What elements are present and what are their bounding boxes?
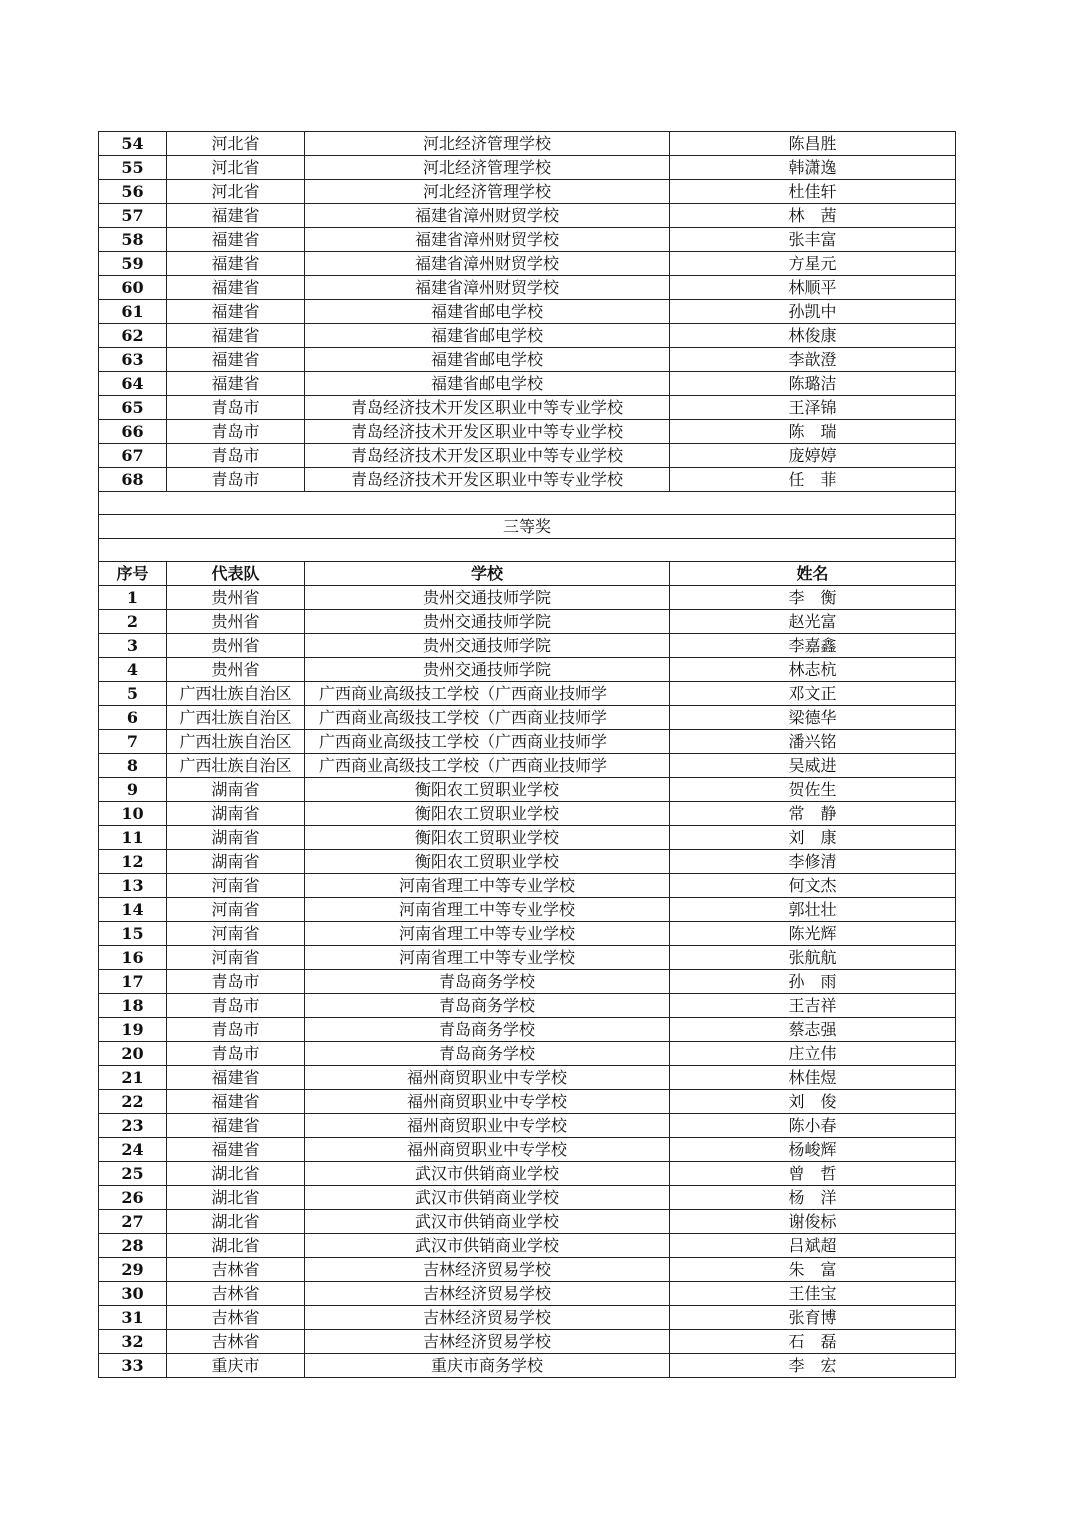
cell-school: 广西商业高级技工学校（广西商业技师学 bbox=[305, 730, 670, 754]
cell-team: 吉林省 bbox=[167, 1330, 305, 1354]
cell-name: 王泽锦 bbox=[670, 396, 956, 420]
cell-team: 青岛市 bbox=[167, 468, 305, 492]
cell-name: 张丰富 bbox=[670, 228, 956, 252]
cell-no: 66 bbox=[99, 420, 167, 444]
cell-name: 陈昌胜 bbox=[670, 132, 956, 156]
cell-school: 福州商贸职业中专学校 bbox=[305, 1090, 670, 1114]
cell-no: 26 bbox=[99, 1186, 167, 1210]
cell-name: 何文杰 bbox=[670, 874, 956, 898]
cell-team: 贵州省 bbox=[167, 586, 305, 610]
table-row bbox=[99, 300, 956, 324]
cell-no: 22 bbox=[99, 1090, 167, 1114]
cell-name: 林顺平 bbox=[670, 276, 956, 300]
cell-school: 福建省漳州财贸学校 bbox=[305, 204, 670, 228]
cell-school: 福建省邮电学校 bbox=[305, 300, 670, 324]
cell-name: 李歆澄 bbox=[670, 348, 956, 372]
cell-school: 福州商贸职业中专学校 bbox=[305, 1138, 670, 1162]
cell-name: 孙 雨 bbox=[670, 970, 956, 994]
cell-name: 杜佳轩 bbox=[670, 180, 956, 204]
cell-team: 河南省 bbox=[167, 922, 305, 946]
table-row bbox=[99, 348, 956, 372]
cell-no: 16 bbox=[99, 946, 167, 970]
cell-team: 吉林省 bbox=[167, 1282, 305, 1306]
cell-name: 张育博 bbox=[670, 1306, 956, 1330]
cell-name: 杨 洋 bbox=[670, 1186, 956, 1210]
cell-school: 河南省理工中等专业学校 bbox=[305, 946, 670, 970]
cell-no: 14 bbox=[99, 898, 167, 922]
cell-no: 7 bbox=[99, 730, 167, 754]
cell-school: 吉林经济贸易学校 bbox=[305, 1282, 670, 1306]
cell-team: 青岛市 bbox=[167, 994, 305, 1018]
cell-no: 17 bbox=[99, 970, 167, 994]
cell-no: 60 bbox=[99, 276, 167, 300]
cell-school: 吉林经济贸易学校 bbox=[305, 1306, 670, 1330]
cell-name: 陈璐洁 bbox=[670, 372, 956, 396]
cell-team: 贵州省 bbox=[167, 610, 305, 634]
cell-no: 58 bbox=[99, 228, 167, 252]
cell-team: 湖南省 bbox=[167, 778, 305, 802]
section-title-row bbox=[99, 515, 956, 539]
cell-team: 广西壮族自治区 bbox=[167, 730, 305, 754]
cell-school: 衡阳农工贸职业学校 bbox=[305, 778, 670, 802]
header-school: 学校 bbox=[305, 562, 670, 586]
cell-team: 青岛市 bbox=[167, 444, 305, 468]
table-row bbox=[99, 228, 956, 252]
cell-no: 27 bbox=[99, 1210, 167, 1234]
cell-name: 杨峻辉 bbox=[670, 1138, 956, 1162]
cell-no: 63 bbox=[99, 348, 167, 372]
cell-team: 福建省 bbox=[167, 348, 305, 372]
table-row bbox=[99, 754, 956, 778]
cell-name: 陈 瑞 bbox=[670, 420, 956, 444]
cell-no: 9 bbox=[99, 778, 167, 802]
cell-team: 贵州省 bbox=[167, 658, 305, 682]
header-row bbox=[99, 562, 956, 586]
cell-name: 林佳煜 bbox=[670, 1066, 956, 1090]
cell-school: 福建省漳州财贸学校 bbox=[305, 252, 670, 276]
cell-school: 青岛经济技术开发区职业中等专业学校 bbox=[305, 420, 670, 444]
cell-team: 青岛市 bbox=[167, 420, 305, 444]
cell-school: 衡阳农工贸职业学校 bbox=[305, 826, 670, 850]
table-row bbox=[99, 1210, 956, 1234]
cell-school: 青岛商务学校 bbox=[305, 970, 670, 994]
cell-name: 邓文正 bbox=[670, 682, 956, 706]
cell-team: 青岛市 bbox=[167, 970, 305, 994]
cell-no: 1 bbox=[99, 586, 167, 610]
cell-name: 林志杭 bbox=[670, 658, 956, 682]
cell-school: 重庆市商务学校 bbox=[305, 1354, 670, 1378]
cell-no: 33 bbox=[99, 1354, 167, 1378]
cell-no: 13 bbox=[99, 874, 167, 898]
cell-team: 湖南省 bbox=[167, 826, 305, 850]
cell-school: 广西商业高级技工学校（广西商业技师学 bbox=[305, 706, 670, 730]
cell-team: 湖南省 bbox=[167, 802, 305, 826]
cell-team: 湖南省 bbox=[167, 850, 305, 874]
cell-name: 梁德华 bbox=[670, 706, 956, 730]
cell-no: 4 bbox=[99, 658, 167, 682]
cell-name: 李 宏 bbox=[670, 1354, 956, 1378]
cell-school: 河南省理工中等专业学校 bbox=[305, 898, 670, 922]
cell-no: 57 bbox=[99, 204, 167, 228]
cell-team: 青岛市 bbox=[167, 1042, 305, 1066]
cell-name: 蔡志强 bbox=[670, 1018, 956, 1042]
cell-team: 广西壮族自治区 bbox=[167, 682, 305, 706]
cell-name: 潘兴铭 bbox=[670, 730, 956, 754]
cell-name: 任 菲 bbox=[670, 468, 956, 492]
cell-school: 河南省理工中等专业学校 bbox=[305, 922, 670, 946]
table-row bbox=[99, 1354, 956, 1378]
cell-no: 12 bbox=[99, 850, 167, 874]
cell-school: 青岛经济技术开发区职业中等专业学校 bbox=[305, 396, 670, 420]
cell-team: 河南省 bbox=[167, 946, 305, 970]
table-row bbox=[99, 826, 956, 850]
cell-no: 68 bbox=[99, 468, 167, 492]
cell-name: 王吉祥 bbox=[670, 994, 956, 1018]
table-row bbox=[99, 1186, 956, 1210]
second-prize-rows bbox=[99, 132, 956, 492]
cell-team: 福建省 bbox=[167, 1114, 305, 1138]
cell-team: 吉林省 bbox=[167, 1306, 305, 1330]
cell-school: 武汉市供销商业学校 bbox=[305, 1234, 670, 1258]
cell-name: 陈光辉 bbox=[670, 922, 956, 946]
table-row bbox=[99, 874, 956, 898]
cell-school: 衡阳农工贸职业学校 bbox=[305, 850, 670, 874]
table-row bbox=[99, 1306, 956, 1330]
table-row bbox=[99, 204, 956, 228]
table-row bbox=[99, 658, 956, 682]
cell-team: 福建省 bbox=[167, 1138, 305, 1162]
cell-name: 石 磊 bbox=[670, 1330, 956, 1354]
table-row bbox=[99, 1138, 956, 1162]
cell-no: 54 bbox=[99, 132, 167, 156]
header-name: 姓名 bbox=[670, 562, 956, 586]
table-row bbox=[99, 586, 956, 610]
table-row bbox=[99, 1018, 956, 1042]
table-row bbox=[99, 682, 956, 706]
table-row bbox=[99, 730, 956, 754]
cell-no: 31 bbox=[99, 1306, 167, 1330]
cell-team: 湖北省 bbox=[167, 1210, 305, 1234]
table-row bbox=[99, 610, 956, 634]
cell-school: 贵州交通技师学院 bbox=[305, 634, 670, 658]
cell-no: 3 bbox=[99, 634, 167, 658]
cell-no: 65 bbox=[99, 396, 167, 420]
cell-name: 刘 俊 bbox=[670, 1090, 956, 1114]
cell-name: 贺佐生 bbox=[670, 778, 956, 802]
table-row bbox=[99, 850, 956, 874]
cell-school: 福建省漳州财贸学校 bbox=[305, 276, 670, 300]
cell-no: 61 bbox=[99, 300, 167, 324]
cell-no: 56 bbox=[99, 180, 167, 204]
cell-school: 河北经济管理学校 bbox=[305, 132, 670, 156]
table-row bbox=[99, 994, 956, 1018]
cell-no: 29 bbox=[99, 1258, 167, 1282]
cell-school: 衡阳农工贸职业学校 bbox=[305, 802, 670, 826]
cell-school: 青岛经济技术开发区职业中等专业学校 bbox=[305, 444, 670, 468]
cell-school: 武汉市供销商业学校 bbox=[305, 1162, 670, 1186]
table-row bbox=[99, 802, 956, 826]
table-row bbox=[99, 634, 956, 658]
table-row bbox=[99, 970, 956, 994]
cell-school: 广西商业高级技工学校（广西商业技师学 bbox=[305, 754, 670, 778]
table-row bbox=[99, 1162, 956, 1186]
cell-no: 20 bbox=[99, 1042, 167, 1066]
cell-team: 福建省 bbox=[167, 1066, 305, 1090]
cell-school: 青岛商务学校 bbox=[305, 1018, 670, 1042]
cell-name: 谢俊标 bbox=[670, 1210, 956, 1234]
cell-no: 64 bbox=[99, 372, 167, 396]
cell-school: 青岛商务学校 bbox=[305, 994, 670, 1018]
cell-name: 庞婷婷 bbox=[670, 444, 956, 468]
cell-school: 福州商贸职业中专学校 bbox=[305, 1066, 670, 1090]
cell-name: 李嘉鑫 bbox=[670, 634, 956, 658]
cell-team: 河南省 bbox=[167, 898, 305, 922]
cell-school: 贵州交通技师学院 bbox=[305, 610, 670, 634]
cell-no: 11 bbox=[99, 826, 167, 850]
cell-school: 贵州交通技师学院 bbox=[305, 586, 670, 610]
cell-team: 河北省 bbox=[167, 156, 305, 180]
cell-no: 10 bbox=[99, 802, 167, 826]
section-title: 三等奖 bbox=[99, 515, 956, 539]
table-row bbox=[99, 1234, 956, 1258]
cell-name: 韩潇逸 bbox=[670, 156, 956, 180]
cell-no: 18 bbox=[99, 994, 167, 1018]
cell-no: 6 bbox=[99, 706, 167, 730]
cell-name: 吕斌超 bbox=[670, 1234, 956, 1258]
cell-team: 广西壮族自治区 bbox=[167, 706, 305, 730]
table-row bbox=[99, 180, 956, 204]
table-row bbox=[99, 898, 956, 922]
cell-team: 湖北省 bbox=[167, 1162, 305, 1186]
cell-team: 重庆市 bbox=[167, 1354, 305, 1378]
cell-name: 李 衡 bbox=[670, 586, 956, 610]
cell-school: 河北经济管理学校 bbox=[305, 180, 670, 204]
third-prize-rows bbox=[99, 586, 956, 1378]
cell-no: 23 bbox=[99, 1114, 167, 1138]
cell-name: 吴威进 bbox=[670, 754, 956, 778]
cell-school: 福建省漳州财贸学校 bbox=[305, 228, 670, 252]
table-row bbox=[99, 706, 956, 730]
cell-school: 河南省理工中等专业学校 bbox=[305, 874, 670, 898]
cell-school: 贵州交通技师学院 bbox=[305, 658, 670, 682]
table-row bbox=[99, 1258, 956, 1282]
cell-name: 郭壮壮 bbox=[670, 898, 956, 922]
cell-name: 孙凯中 bbox=[670, 300, 956, 324]
cell-team: 河北省 bbox=[167, 180, 305, 204]
cell-no: 67 bbox=[99, 444, 167, 468]
cell-name: 张航航 bbox=[670, 946, 956, 970]
cell-team: 贵州省 bbox=[167, 634, 305, 658]
cell-no: 24 bbox=[99, 1138, 167, 1162]
cell-no: 28 bbox=[99, 1234, 167, 1258]
cell-school: 福建省邮电学校 bbox=[305, 372, 670, 396]
cell-school: 河北经济管理学校 bbox=[305, 156, 670, 180]
cell-team: 河南省 bbox=[167, 874, 305, 898]
cell-no: 25 bbox=[99, 1162, 167, 1186]
cell-team: 福建省 bbox=[167, 204, 305, 228]
table-row bbox=[99, 156, 956, 180]
cell-no: 55 bbox=[99, 156, 167, 180]
table-row bbox=[99, 1114, 956, 1138]
cell-school: 武汉市供销商业学校 bbox=[305, 1186, 670, 1210]
table-row bbox=[99, 1090, 956, 1114]
cell-no: 59 bbox=[99, 252, 167, 276]
table-row bbox=[99, 132, 956, 156]
cell-school: 青岛商务学校 bbox=[305, 1042, 670, 1066]
cell-team: 吉林省 bbox=[167, 1258, 305, 1282]
cell-no: 15 bbox=[99, 922, 167, 946]
table-row bbox=[99, 420, 956, 444]
table-row bbox=[99, 1330, 956, 1354]
cell-team: 福建省 bbox=[167, 252, 305, 276]
cell-school: 吉林经济贸易学校 bbox=[305, 1258, 670, 1282]
section-divider bbox=[99, 492, 956, 586]
cell-name: 陈小春 bbox=[670, 1114, 956, 1138]
cell-team: 福建省 bbox=[167, 276, 305, 300]
cell-name: 常 静 bbox=[670, 802, 956, 826]
cell-no: 21 bbox=[99, 1066, 167, 1090]
cell-team: 福建省 bbox=[167, 228, 305, 252]
cell-name: 曾 哲 bbox=[670, 1162, 956, 1186]
cell-no: 30 bbox=[99, 1282, 167, 1306]
cell-school: 福州商贸职业中专学校 bbox=[305, 1114, 670, 1138]
table-row bbox=[99, 1042, 956, 1066]
cell-name: 刘 康 bbox=[670, 826, 956, 850]
cell-no: 62 bbox=[99, 324, 167, 348]
table-row bbox=[99, 372, 956, 396]
cell-no: 8 bbox=[99, 754, 167, 778]
cell-name: 朱 富 bbox=[670, 1258, 956, 1282]
cell-school: 福建省邮电学校 bbox=[305, 348, 670, 372]
awards-table bbox=[98, 131, 956, 1378]
header-no: 序号 bbox=[99, 562, 167, 586]
cell-team: 广西壮族自治区 bbox=[167, 754, 305, 778]
cell-name: 王佳宝 bbox=[670, 1282, 956, 1306]
cell-team: 湖北省 bbox=[167, 1234, 305, 1258]
cell-name: 林 茜 bbox=[670, 204, 956, 228]
cell-team: 福建省 bbox=[167, 1090, 305, 1114]
table-row bbox=[99, 946, 956, 970]
cell-school: 吉林经济贸易学校 bbox=[305, 1330, 670, 1354]
cell-school: 福建省邮电学校 bbox=[305, 324, 670, 348]
cell-team: 福建省 bbox=[167, 324, 305, 348]
blank-row bbox=[99, 539, 956, 562]
cell-name: 庄立伟 bbox=[670, 1042, 956, 1066]
cell-no: 2 bbox=[99, 610, 167, 634]
cell-name: 林俊康 bbox=[670, 324, 956, 348]
cell-team: 湖北省 bbox=[167, 1186, 305, 1210]
table-row bbox=[99, 1282, 956, 1306]
table-row bbox=[99, 396, 956, 420]
cell-team: 河北省 bbox=[167, 132, 305, 156]
header-team: 代表队 bbox=[167, 562, 305, 586]
table-row bbox=[99, 922, 956, 946]
cell-school: 武汉市供销商业学校 bbox=[305, 1210, 670, 1234]
cell-name: 赵光富 bbox=[670, 610, 956, 634]
cell-team: 青岛市 bbox=[167, 1018, 305, 1042]
table-row bbox=[99, 276, 956, 300]
table-row bbox=[99, 778, 956, 802]
table-row bbox=[99, 252, 956, 276]
cell-no: 32 bbox=[99, 1330, 167, 1354]
blank-row bbox=[99, 492, 956, 515]
cell-name: 方星元 bbox=[670, 252, 956, 276]
cell-team: 福建省 bbox=[167, 300, 305, 324]
cell-school: 青岛经济技术开发区职业中等专业学校 bbox=[305, 468, 670, 492]
table-row bbox=[99, 468, 956, 492]
cell-name: 李修清 bbox=[670, 850, 956, 874]
cell-team: 青岛市 bbox=[167, 396, 305, 420]
cell-no: 19 bbox=[99, 1018, 167, 1042]
table-row bbox=[99, 444, 956, 468]
cell-team: 福建省 bbox=[167, 372, 305, 396]
table-row bbox=[99, 1066, 956, 1090]
table-row bbox=[99, 324, 956, 348]
cell-school: 广西商业高级技工学校（广西商业技师学 bbox=[305, 682, 670, 706]
cell-no: 5 bbox=[99, 682, 167, 706]
